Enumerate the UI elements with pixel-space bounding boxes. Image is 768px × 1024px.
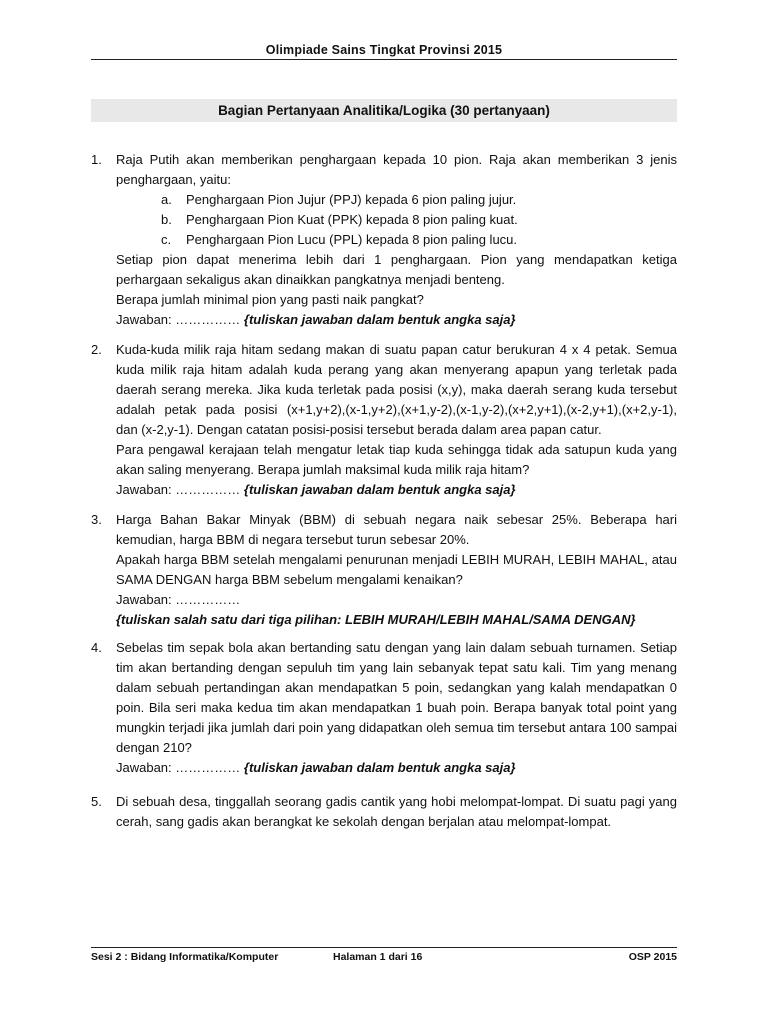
answer-instruction: {tuliskan jawaban dalam bentuk angka saja} [243,312,516,327]
list-item-letter: b. [161,212,172,227]
question-number: 5. [91,794,102,809]
question-5 [91,792,677,832]
question-body [116,150,677,330]
list-item-text: Penghargaan Pion Jujur (PPJ) kepada 6 pion paling jujur. [186,192,517,207]
question-3 [91,510,677,630]
answer-instruction: {tuliskan salah satu dari tiga pilihan: LEBIH MURAH/LEBIH MAHAL/SAMA DENGAN} [116,612,636,627]
header-divider [91,59,677,60]
list-item-letter: a. [161,192,172,207]
question-body [116,638,677,778]
answer-label: Jawaban: …………… [116,312,241,327]
footer-divider [91,947,677,948]
answer-label: Jawaban: …………… [116,592,241,607]
question-text: Berapa jumlah minimal pion yang pasti naik pangkat? [116,292,424,307]
question-body [116,510,677,630]
list-item-text: Penghargaan Pion Lucu (PPL) kepada 8 pion paling lucu. [186,232,518,247]
answer-line [116,310,677,330]
answer-line [116,758,677,778]
list-item [116,230,677,250]
question-paragraph: Sebelas tim sepak bola akan bertanding satu dengan yang lain dalam sebuah turnamen. Setiap tim akan bertanding dengan sepuluh tim yang lain sebanyak tepat satu kali. Tim yang menang dalam sebuah pertandingan akan mendapatkan 5 poin, sedangkan yang kalah mendapatkan 0 poin. Bila seri maka kedua tim akan mendapatkan 1 buah poin. Berapa banyak total point yang mungkin terjadi jika jumlah dari poin yang didapatkan oleh semua tim tersebut antara 100 sampai dengan 210? [116,640,677,755]
list-item [116,210,677,230]
question-paragraph: Harga Bahan Bakar Minyak (BBM) di sebuah negara naik sebesar 25%. Beberapa hari kemudian, harga BBM di negara tersebut turun sebesar 20%. [116,512,677,547]
question-paragraph: Di sebuah desa, tinggallah seorang gadis cantik yang hobi melompat-lompat. Di suatu pagi yang cerah, sang gadis akan berangkat ke sekolah dengan berjalan atau melompat-lompat. [116,794,677,829]
question-number: 3. [91,512,102,527]
list-item-text: Penghargaan Pion Kuat (PPK) kepada 8 pion paling kuat. [186,212,518,227]
question-body [116,792,677,832]
question-body [116,340,677,500]
question-intro: Raja Putih akan memberikan penghargaan kepada 10 pion. Raja akan memberikan 3 jenis penghargaan, yaitu: [116,152,677,187]
question-paragraph: Setiap pion dapat menerima lebih dari 1 penghargaan. Pion yang mendapatkan ketiga perhargaan sekaligus akan dinaikkan pangkatnya menjadi benteng. [116,252,677,287]
question-paragraph: Para pengawal kerajaan telah mengatur letak tiap kuda sehingga tidak ada satupun kuda yang akan saling menyerang. Berapa jumlah maksimal kuda milik raja hitam? [116,442,677,477]
answer-label: Jawaban: …………… [116,760,241,775]
question-paragraph: Apakah harga BBM setelah mengalami penurunan menjadi LEBIH MURAH, LEBIH MAHAL, atau SAMA DENGAN harga BBM sebelum mengalami kenaikan? [116,552,677,587]
question-number: 2. [91,342,102,357]
page-header-title: Olimpiade Sains Tingkat Provinsi 2015 [265,43,503,57]
answer-instruction: {tuliskan jawaban dalam bentuk angka saja} [243,482,516,497]
answer-label: Jawaban: …………… [116,482,241,497]
section-title: Bagian Pertanyaan Analitika/Logika (30 pertanyaan) [91,99,677,122]
question-2 [91,340,677,500]
question-4 [91,638,677,778]
footer-page-number: Halaman 1 dari 16 [333,951,423,963]
footer-exam-code: OSP 2015 [628,951,677,963]
list-item-letter: c. [161,232,172,247]
question-paragraph: Kuda-kuda milik raja hitam sedang makan di suatu papan catur berukuran 4 x 4 petak. Semua kuda milik raja hitam adalah kuda perang yang akan menyerang apapun yang terletak pada daerah serang mereka. Jika kuda terletak pada posisi (x,y), maka daerah serang kuda tersebut adalah petak pada posisi (x+1,y+2),(x-1,y+2),(x+1,y-2),(x-1,y-2),(x+2,y+1),(x-2,y+1),(x+2,y-1), dan (x-2,y-1). Dengan catatan posisi-posisi tersebut berada dalam area papan catur. [116,342,677,437]
list-item [116,190,677,210]
question-number: 4. [91,640,102,655]
question-number: 1. [91,152,102,167]
footer-session: Sesi 2 : Bidang Informatika/Komputer [91,951,279,963]
answer-line [116,480,677,500]
question-1 [91,150,677,330]
answer-instruction: {tuliskan jawaban dalam bentuk angka saja} [243,760,516,775]
